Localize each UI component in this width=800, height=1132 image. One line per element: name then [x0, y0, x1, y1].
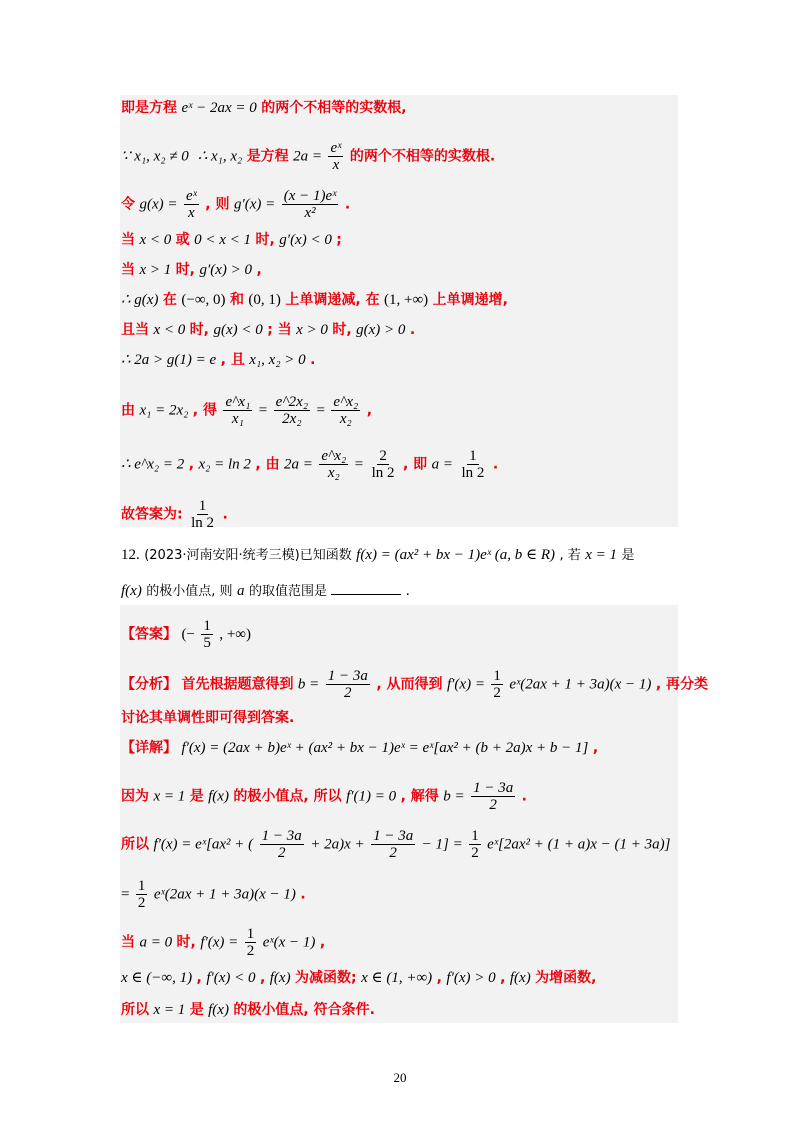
- detail-line-2: 因为 x = 1 是 f(x) 的极小值点, 所以 f′(1) = 0 , 解得 b = $\frac{1 - 3a}{2}$ .: [121, 780, 527, 813]
- fraction: $\frac{1 - 3a}{2}$: [473, 780, 514, 813]
- fraction: $\frac{1}{\ln 2}$: [461, 448, 485, 481]
- answer-label: 【答案】: [121, 626, 177, 643]
- fraction: $\frac{1 - 3a}{2}$: [261, 828, 302, 861]
- detail-line-7: 所以 x = 1 是 f(x) 的极小值点, 符合条件.: [121, 1002, 375, 1018]
- fraction: $\frac{1}{2}$: [471, 828, 479, 861]
- page-number: 20: [393, 1070, 407, 1085]
- solution-line-10: ∴ e^x₂ = 2 , x₂ = ln 2 , 由 2a = $\frac{\text{e\textasciicircum{}x₂}}{\text{x₂}}$ = $\frac{2}{\ln 2}$ , 即 a = $\frac{1}{\ln 2}$ .: [121, 448, 499, 481]
- detail-label: 【详解】: [121, 740, 177, 756]
- analysis-line-2: 讨论其单调性即可得到答案.: [121, 710, 295, 726]
- solution-line-7: 且当 x < 0 时, g(x) < 0 ; 当 x > 0 时, g(x) > 0 .: [121, 322, 416, 338]
- fraction: $\frac{1}{5}$: [203, 618, 211, 651]
- question-line-1: 12. (2023·河南安阳·统考三模)已知函数 f(x) = (ax² + bx − 1)eˣ (a, b ∈ R) , 若 x = 1 是: [121, 547, 635, 563]
- solution-line-3: 令 g(x) = $\frac{\text{eˣ}}{x}$ , 则 g′(x) = $\frac{\text{(x − 1)eˣ}}{\text{x²}}$ .: [121, 188, 351, 221]
- solution-line-8: ∴ 2a > g(1) = e , 且 x₁, x₂ > 0 .: [121, 352, 316, 368]
- question-number: 12.: [121, 547, 140, 563]
- detail-line-5: 当 a = 0 时, f′(x) = $\frac{1}{2}$ eˣ(x − 1) ,: [121, 926, 326, 959]
- solution-line-6: ∴ g(x) 在 (−∞, 0) 和 (0, 1) 上单调递减, 在 (1, +∞) 上单调递增,: [121, 292, 508, 308]
- analysis-line-1: 【分析】 首先根据题意得到 b = $\frac{1 - 3a}{2}$ , 从而得到 f′(x) = $\frac{1}{2}$ eˣ(2ax + 1 + 3a)(x − 1) , 再分类: [121, 668, 709, 701]
- fraction: $\frac{1}{2}$: [246, 926, 255, 959]
- fraction: $\frac{2}{\ln 2}$: [371, 448, 395, 481]
- fraction: $\frac{1}{2}$: [493, 668, 501, 701]
- fraction: $\frac{\text{eˣ}}{x}$: [185, 188, 197, 221]
- fraction: $\frac{\text{e\textasciicircum{}x₂}}{\text{x₂}}$: [333, 394, 359, 427]
- analysis-label: 【分析】: [121, 676, 177, 693]
- solution-line-5: 当 x > 1 时, g′(x) > 0 ,: [121, 262, 262, 278]
- detail-line-1: 【详解】 f′(x) = (2ax + b)eˣ + (ax² + bx − 1)eˣ = eˣ[ax² + (b + 2a)x + b − 1] ,: [121, 740, 599, 756]
- fraction: $\frac{1}{2}$: [137, 878, 146, 911]
- fraction: $\frac{\text{eˣ}}{x}$: [330, 140, 342, 173]
- answer-blank: [331, 580, 401, 595]
- fraction: $\frac{1 - 3a}{2}$: [327, 668, 368, 701]
- solution-line-1: 即是方程 eˣ − 2ax = 0 的两个不相等的实数根,: [121, 100, 407, 116]
- detail-line-6: x ∈ (−∞, 1) , f′(x) < 0 , f(x) 为减函数; x ∈ (1, +∞) , f′(x) > 0 , f(x) 为增函数,: [121, 970, 597, 986]
- fraction: $\frac{1}{\ln 2}$: [191, 498, 214, 531]
- solution-line-9: 由 x₁ = 2x₂ , 得 $\frac{\text{e\textasciicircum{}x₁}}{\text{x₁}}$ = $\frac{\text{e\textasciicircum{}2x₂}}{\text{2x₂}}$ = $\frac{\text{e\textasciicircum{}x₂}}{\text{x₂}}$ ,: [121, 394, 373, 427]
- solution-line-4: 当 x < 0 或 0 < x < 1 时, g′(x) < 0 ;: [121, 232, 342, 248]
- solution-line-2: ∵ x₁, x₂ ≠ 0 ∴ x₁, x₂ 是方程 2a = $\frac{\text{eˣ}}{x}$ 的两个不相等的实数根.: [121, 140, 496, 173]
- detail-line-4: = $\frac{1}{2}$ eˣ(2ax + 1 + 3a)(x − 1) .: [121, 878, 306, 911]
- detail-line-3: 所以 f′(x) = eˣ[ax² + ( $\frac{1 - 3a}{2}$ + 2a)x + $\frac{1 - 3a}{2}$ − 1] = $\frac{1}{2}$ eˣ[2ax² + (1 + a)x − (1 + 3a)]: [121, 828, 671, 861]
- fraction: $\frac{\text{e\textasciicircum{}x₂}}{\text{x₂}}$: [321, 448, 347, 481]
- fraction: $\frac{\text{e\textasciicircum{}2x₂}}{\text{2x₂}}$: [275, 394, 309, 427]
- answer-line: 【答案】 (− $\frac{1}{5}$ , +∞): [121, 618, 251, 651]
- fraction: $\frac{1 - 3a}{2}$: [373, 828, 414, 861]
- fraction: $\frac{\text{(x − 1)eˣ}}{\text{x²}}$: [283, 188, 337, 221]
- solution-line-11: 故答案为: $\frac{1}{\ln 2}$ .: [121, 498, 228, 531]
- question-line-2: f(x) 的极小值点, 则 a 的取值范围是 .: [121, 580, 410, 602]
- fraction: $\frac{\text{e\textasciicircum{}x₁}}{\text{x₁}}$: [225, 394, 251, 427]
